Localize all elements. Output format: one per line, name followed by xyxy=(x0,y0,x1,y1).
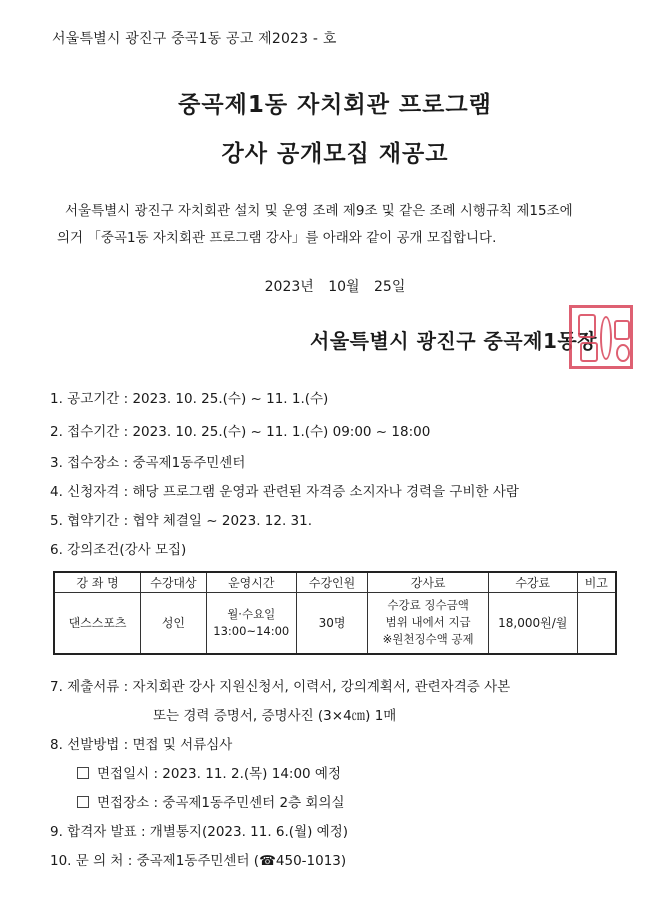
instructor-fee-cell xyxy=(368,592,488,654)
item-interview-date xyxy=(77,762,341,782)
item-documents: 7. 제출서류 : 자치회관 강사 지원신청서, 이력서, 강의계획서, 관련자격증 사본 xyxy=(50,679,511,695)
item-contact: 10. 문 의 처 : 중곡제1동주민센터 (☎450-1013) xyxy=(50,853,347,869)
lecture-conditions-table xyxy=(53,571,617,655)
title-line-2: 강사 공개모집 재공고 xyxy=(221,141,449,167)
interview-place-text: 면접장소 : 중곡제1동주민센터 2층 회의실 xyxy=(97,795,345,811)
item-documents-cont: 또는 경력 증명서, 증명사진 (3×4㎝) 1매 xyxy=(153,708,397,724)
table-header-cell: 수강대상 xyxy=(141,572,207,592)
intro-line-2: 의거 「중곡1동 자치회관 프로그램 강사」를 아래와 같이 공개 모집합니다. xyxy=(57,230,497,246)
notice-date: 2023년 10월 25일 xyxy=(264,279,406,295)
official-seal-stamp xyxy=(569,305,633,369)
table-header-row xyxy=(54,572,616,592)
note-cell xyxy=(577,592,616,654)
course-cell: 댄스스포츠 xyxy=(54,592,141,654)
time-line-1: 월·수요일 xyxy=(227,606,276,621)
tuition-cell: 18,000원/월 xyxy=(488,592,577,654)
intro-line-1: 서울특별시 광진구 자치회관 설치 및 운영 조례 제9조 및 같은 조례 시행규칙 제15조에 xyxy=(65,203,573,219)
target-cell: 성인 xyxy=(141,592,207,654)
time-cell xyxy=(206,592,296,654)
table-header-cell: 운영시간 xyxy=(206,572,296,592)
fee-line-1: 수강료 징수금액 xyxy=(387,598,469,613)
fee-line-3: ※원천징수액 공제 xyxy=(382,632,474,647)
item-conditions: 6. 강의조건(강사 모집) xyxy=(50,542,187,558)
item-notice-period: 1. 공고기간 : 2023. 10. 25.(수) ~ 11. 1.(수) xyxy=(50,391,329,407)
capacity-cell: 30명 xyxy=(296,592,368,654)
checkbox-icon xyxy=(77,796,89,808)
item-qualification: 4. 신청자격 : 해당 프로그램 운영과 관련된 자격증 소지자나 경력을 구비한 사람 xyxy=(50,484,519,500)
item-contract-period: 5. 협약기간 : 협약 체결일 ~ 2023. 12. 31. xyxy=(50,513,313,529)
issuer-name: 서울특별시 광진구 중곡제1동장 xyxy=(310,329,598,353)
table-header-cell: 수강료 xyxy=(488,572,577,592)
table-header-cell: 수강인원 xyxy=(296,572,368,592)
item-announcement: 9. 합격자 발표 : 개별통지(2023. 11. 6.(월) 예정) xyxy=(50,824,349,840)
item-interview-place xyxy=(77,791,345,811)
notice-number: 서울특별시 광진구 중곡1동 공고 제2023 - 호 xyxy=(52,31,337,47)
interview-date-text: 면접일시 : 2023. 11. 2.(목) 14:00 예정 xyxy=(97,766,342,782)
item-reception-period: 2. 접수기간 : 2023. 10. 25.(수) ~ 11. 1.(수) 09:00 ~ 18:00 xyxy=(50,424,431,440)
time-line-2: 13:00~14:00 xyxy=(213,623,290,638)
checkbox-icon xyxy=(77,767,89,779)
item-reception-place: 3. 접수장소 : 중곡제1동주민센터 xyxy=(50,455,246,471)
item-selection: 8. 선발방법 : 면접 및 서류심사 xyxy=(50,737,233,753)
title-line-1: 중곡제1동 자치회관 프로그램 xyxy=(178,92,492,118)
table-header-cell: 강사료 xyxy=(368,572,488,592)
table-header-cell: 강 좌 명 xyxy=(54,572,141,592)
intro-paragraph xyxy=(57,198,627,252)
fee-line-2: 범위 내에서 지급 xyxy=(385,615,471,630)
table-row xyxy=(54,592,616,654)
table-header-cell: 비고 xyxy=(577,572,616,592)
